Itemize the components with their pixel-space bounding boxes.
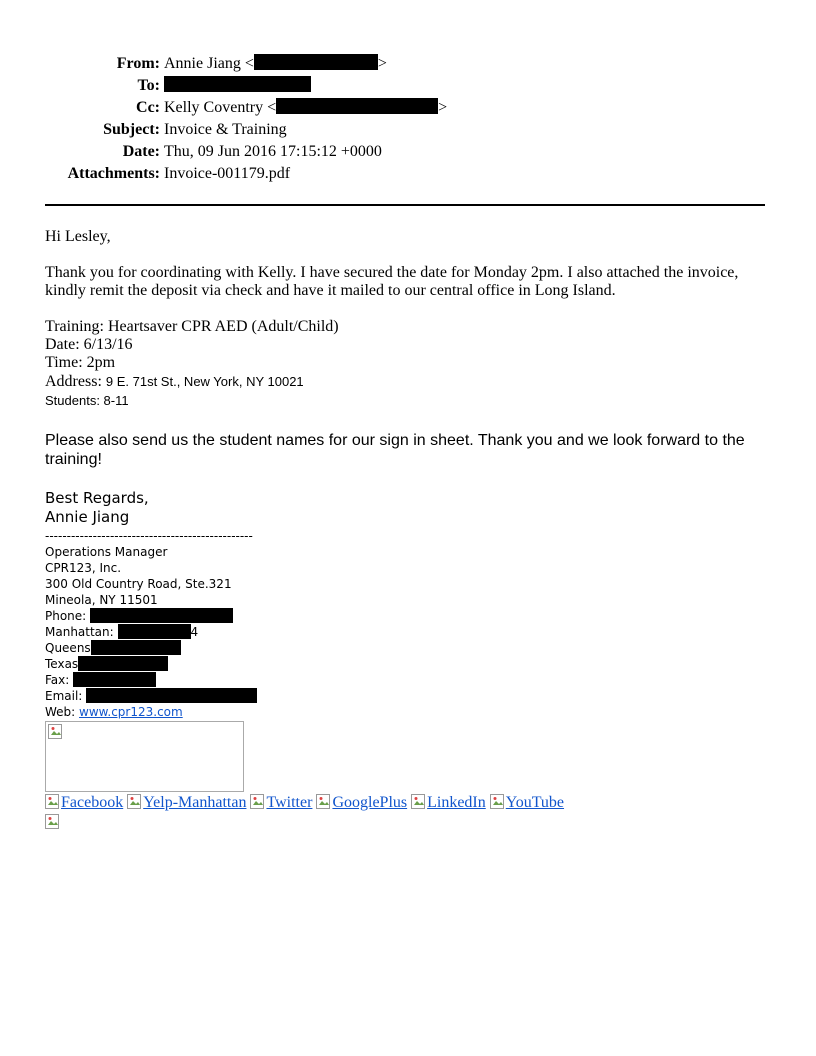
redaction-block: [78, 656, 168, 671]
yelp-link[interactable]: [127, 794, 246, 811]
date-line: Date: 6/13/16: [45, 336, 133, 353]
signature-texas: [45, 656, 257, 672]
redaction-block: [73, 672, 156, 687]
broken-image-icon: [316, 794, 332, 810]
attachments-row: [0, 163, 816, 185]
social-links: [45, 793, 564, 813]
manhattan-tail: 4: [190, 625, 199, 639]
address-line: [45, 373, 304, 391]
attachments-label: Attachments:: [67, 165, 160, 182]
signature-company: CPR123, Inc.: [45, 561, 122, 575]
phone-label: Phone:: [45, 609, 87, 623]
attachments-value: Invoice-001179.pdf: [164, 165, 291, 182]
signature-phone: [45, 608, 257, 624]
signature-queens: [45, 640, 257, 656]
header-divider: [45, 204, 765, 206]
googleplus-label: GooglePlus: [332, 794, 408, 811]
tracking-image-icon: [45, 814, 61, 830]
cc-name: Kelly Coventry <: [164, 99, 277, 116]
youtube-link[interactable]: [490, 794, 564, 811]
signature-block: [45, 528, 257, 720]
manhattan-label: Manhattan:: [45, 625, 114, 639]
redaction-block: [276, 98, 438, 114]
date-label: Date:: [122, 143, 160, 160]
facebook-label: Facebook: [61, 794, 124, 811]
broken-image-icon: [48, 724, 64, 740]
linkedin-label: LinkedIn: [427, 794, 486, 811]
from-label: From:: [116, 55, 160, 72]
fax-label: Fax:: [45, 673, 70, 687]
queens-label: Queens: [45, 641, 91, 655]
signature-title: Operations Manager: [45, 545, 168, 559]
email-label: Email:: [45, 689, 83, 703]
from-name: Annie Jiang <: [164, 55, 254, 72]
body-paragraph-1: Thank you for coordinating with Kelly. I have secured the date for Monday 2pm. I also attached the invoice, kindly remit the deposit via check and have it mailed to our central office in Long Island.: [45, 264, 739, 299]
youtube-label: YouTube: [505, 794, 565, 811]
body-paragraph-2: Please also send us the student names for our sign in sheet. Thank you and we look forward to the training!: [45, 432, 745, 468]
signature-web: [45, 704, 257, 720]
email-header: [0, 53, 816, 185]
time-line: Time: 2pm: [45, 354, 116, 371]
to-row: [0, 75, 816, 97]
cc-label: Cc:: [136, 99, 160, 116]
subject-row: [0, 119, 816, 141]
company-logo-image: [45, 721, 244, 792]
address-value: 9 E. 71st St., New York, NY 10021: [105, 374, 304, 389]
cc-value: [164, 97, 447, 119]
students-line: Students: 8-11: [45, 393, 129, 408]
to-value: [164, 75, 311, 97]
signature-street: 300 Old Country Road, Ste.321: [45, 577, 232, 591]
website-link[interactable]: www.cpr123.com: [79, 705, 183, 719]
from-value: [164, 53, 387, 75]
signature-fax: [45, 672, 257, 688]
cc-close: >: [438, 99, 448, 116]
subject-label: Subject:: [103, 121, 160, 138]
greeting: Hi Lesley,: [45, 228, 111, 245]
broken-image-icon: [490, 794, 506, 810]
from-close: >: [377, 55, 387, 72]
redaction-block: [90, 608, 233, 623]
date-row: [0, 141, 816, 163]
twitter-link[interactable]: [250, 794, 312, 811]
broken-image-icon: [411, 794, 427, 810]
signature-city: Mineola, NY 11501: [45, 593, 158, 607]
broken-image-icon: [250, 794, 266, 810]
web-label: Web:: [45, 705, 76, 719]
signature-divider: ------------------------------------------------: [45, 529, 253, 543]
training-line: Training: Heartsaver CPR AED (Adult/Child): [45, 318, 339, 335]
sender-name: Annie Jiang: [45, 508, 130, 526]
twitter-label: Twitter: [266, 794, 313, 811]
subject-value: Invoice & Training: [164, 121, 287, 138]
linkedin-link[interactable]: [411, 794, 486, 811]
signature-email: [45, 688, 257, 704]
redaction-block: [254, 54, 378, 70]
date-value: Thu, 09 Jun 2016 17:15:12 +0000: [164, 143, 382, 160]
yelp-label: Yelp-Manhattan: [143, 794, 247, 811]
redaction-block: [118, 624, 191, 639]
broken-image-icon: [45, 794, 61, 810]
facebook-link[interactable]: [45, 794, 123, 811]
to-label: To:: [137, 77, 160, 94]
signature-manhattan: [45, 624, 257, 640]
from-row: [0, 53, 816, 75]
broken-image-icon: [127, 794, 143, 810]
address-label: Address:: [45, 373, 102, 390]
closing: Best Regards,: [45, 489, 149, 507]
redaction-block: [91, 640, 181, 655]
redaction-block: [164, 76, 311, 92]
redaction-block: [86, 688, 257, 703]
texas-label: Texas: [45, 657, 79, 671]
googleplus-link[interactable]: [316, 794, 407, 811]
cc-row: [0, 97, 816, 119]
